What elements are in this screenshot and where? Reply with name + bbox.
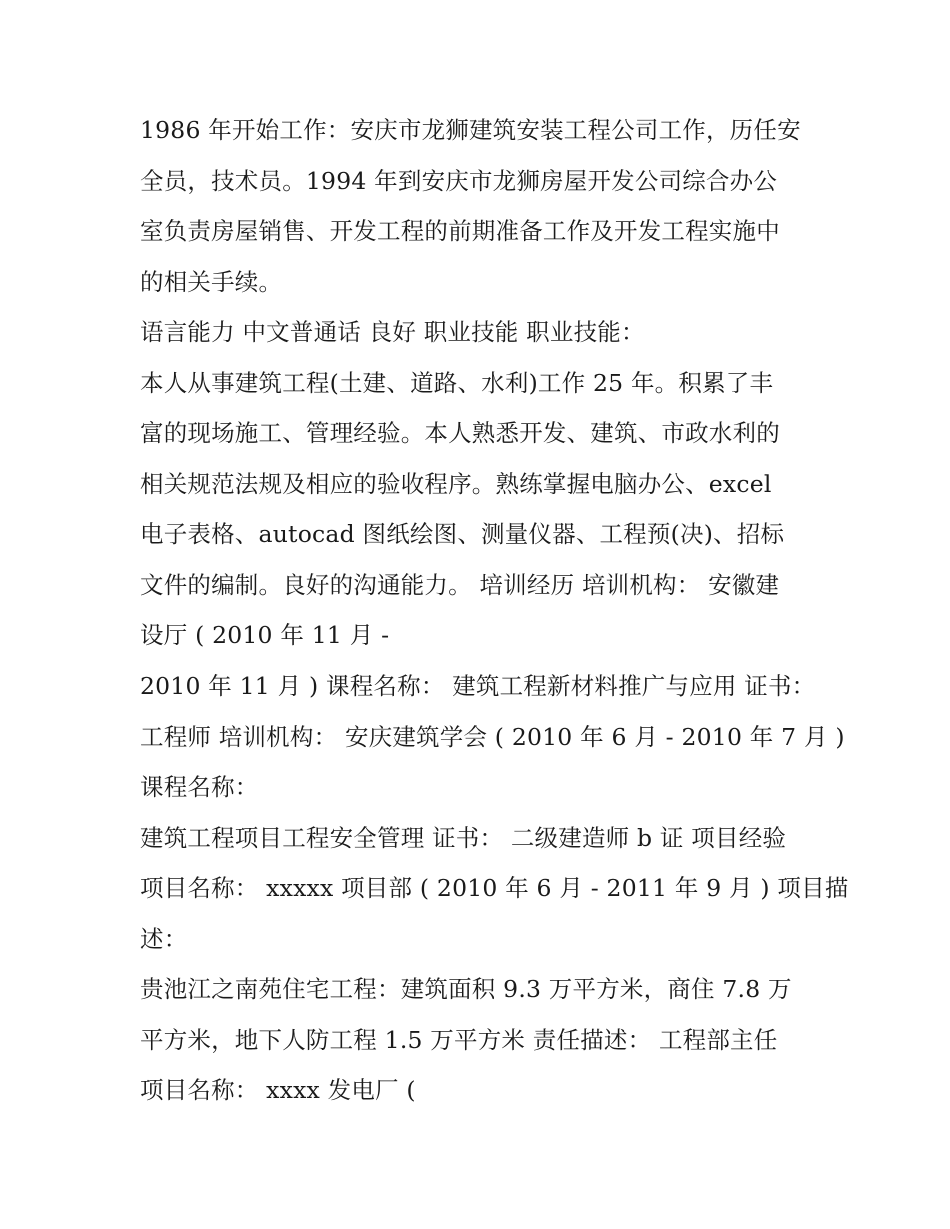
text-line: 建筑工程项目工程安全管理 证书： 二级建造师 b 证 项目经验: [140, 824, 787, 852]
text-line: 全员，技术员。1994 年到安庆市龙狮房屋开发公司综合办公: [140, 167, 778, 195]
text-line: 项目名称： xxxxx 项目部 ( 2010 年 6 月 - 2011 年 9 月 ) 项目描: [140, 874, 849, 902]
text-line: 2010 年 11 月 ) 课程名称： 建筑工程新材料推广与应用 证书：: [140, 672, 816, 700]
text-line: 项目名称： xxxx 发电厂 (: [140, 1076, 416, 1104]
text-line: 文件的编制。良好的沟通能力。 培训经历 培训机构： 安徽建: [140, 571, 780, 599]
text-line: 1986 年开始工作：安庆市龙狮建筑安装工程公司工作，历任安: [140, 116, 801, 144]
text-line: 述：: [140, 925, 188, 953]
text-line: 平方米，地下人防工程 1.5 万平方米 责任描述： 工程部主任: [140, 1026, 778, 1054]
text-line: 贵池江之南苑住宅工程：建筑面积 9.3 万平方米，商住 7.8 万: [140, 975, 792, 1003]
text-line: 富的现场施工、管理经验。本人熟悉开发、建筑、市政水利的: [140, 419, 780, 447]
text-line: 工程师 培训机构： 安庆建筑学会 ( 2010 年 6 月 - 2010 年 7 月 ): [140, 723, 845, 751]
text-line: 室负责房屋销售、开发工程的前期准备工作及开发工程实施中: [140, 217, 780, 245]
text-line: 语言能力 中文普通话 良好 职业技能 职业技能：: [140, 318, 645, 346]
text-line: 电子表格、autocad 图纸绘图、测量仪器、工程预(决)、招标: [140, 520, 785, 548]
text-line: 本人从事建筑工程(土建、道路、水利)工作 25 年。积累了丰: [140, 369, 774, 397]
text-line: 相关规范法规及相应的验收程序。熟练掌握电脑办公、excel: [140, 470, 772, 498]
text-line: 的相关手续。: [140, 268, 283, 296]
text-line: 课程名称：: [140, 773, 259, 801]
text-line: 设厅 ( 2010 年 11 月 -: [140, 621, 390, 649]
